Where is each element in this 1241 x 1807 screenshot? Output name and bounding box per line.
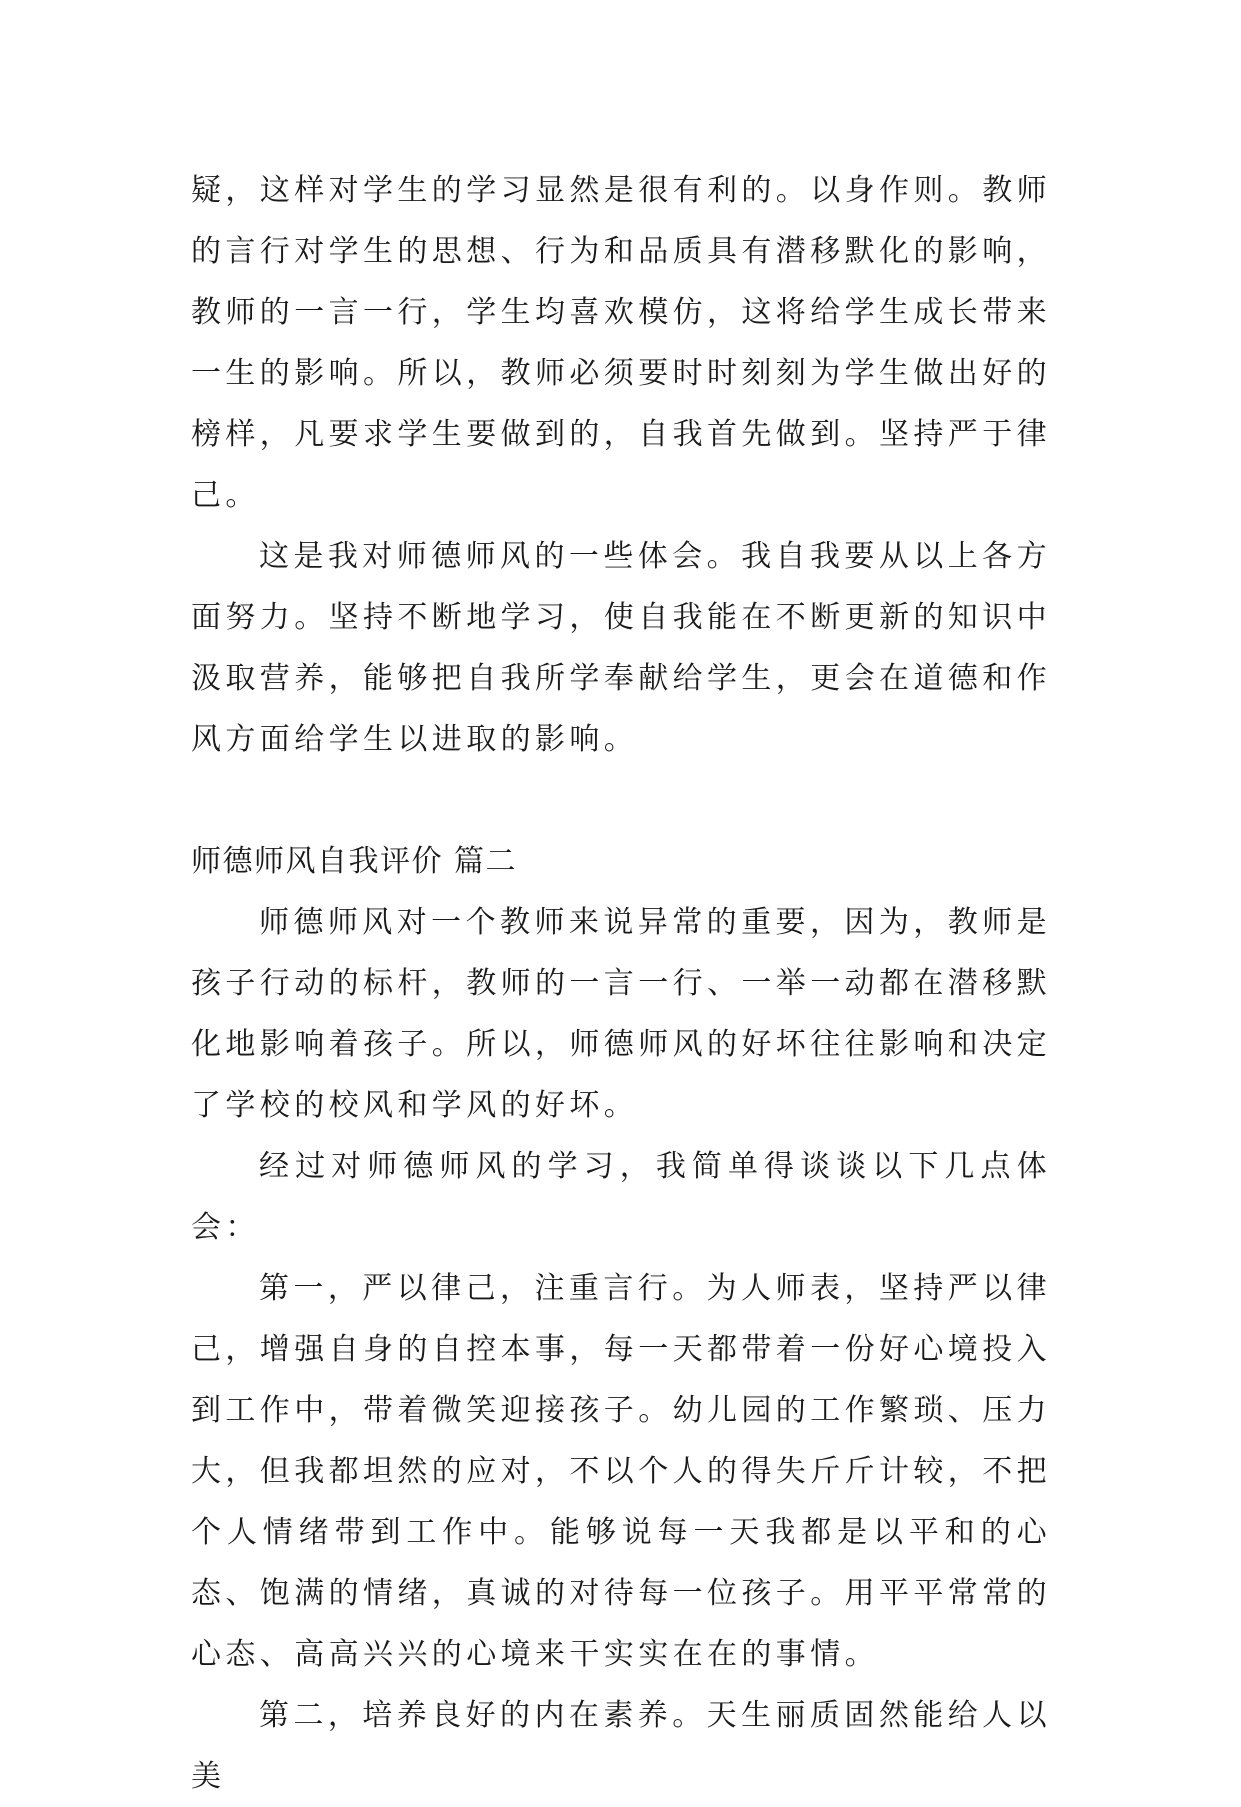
- document-body: [191, 160, 1051, 1807]
- paragraph-lead: 经过对师德师风的学习，我简单得谈谈以下几点体会：: [191, 1149, 1051, 1245]
- section-heading: 师德师风自我评价 篇二: [191, 844, 518, 879]
- paragraph-summary: 这是我对师德师风的一些体会。我自我要从以上各方面努力。坚持不断地学习，使自我能在不断更新的知识中汲取营养，能够把自我所学奉献给学生，更会在道德和作风方面给学生以进取的影响。: [191, 539, 1051, 757]
- paragraph-intro: 师德师风对一个教师来说异常的重要，因为，教师是孩子行动的标杆，教师的一言一行、一举一动都在潜移默化地影响着孩子。所以，师德师风的好坏往往影响和决定了学校的校风和学风的好坏。: [191, 905, 1051, 1123]
- paragraph-continuation: 疑，这样对学生的学习显然是很有利的。以身作则。教师的言行对学生的思想、行为和品质具有潜移默化的影响，教师的一言一行，学生均喜欢模仿，这将给学生成长带来一生的影响。所以，教师必须要时时刻刻为学生做出好的榜样，凡要求学生要做到的，自我首先做到。坚持严于律己。: [191, 173, 1051, 513]
- paragraph-point-one: 第一，严以律己，注重言行。为人师表，坚持严以律己，增强自身的自控本事，每一天都带着一份好心境投入到工作中，带着微笑迎接孩子。幼儿园的工作繁琐、压力大，但我都坦然的应对，不以个人的得失斤斤计较，不把个人情绪带到工作中。能够说每一天我都是以平和的心态、饱满的情绪，真诚的对待每一位孩子。用平平常常的心态、高高兴兴的心境来干实实在在的事情。: [191, 1271, 1051, 1672]
- paragraph-point-two: 第二，培养良好的内在素养。天生丽质固然能给人以美: [191, 1698, 1051, 1794]
